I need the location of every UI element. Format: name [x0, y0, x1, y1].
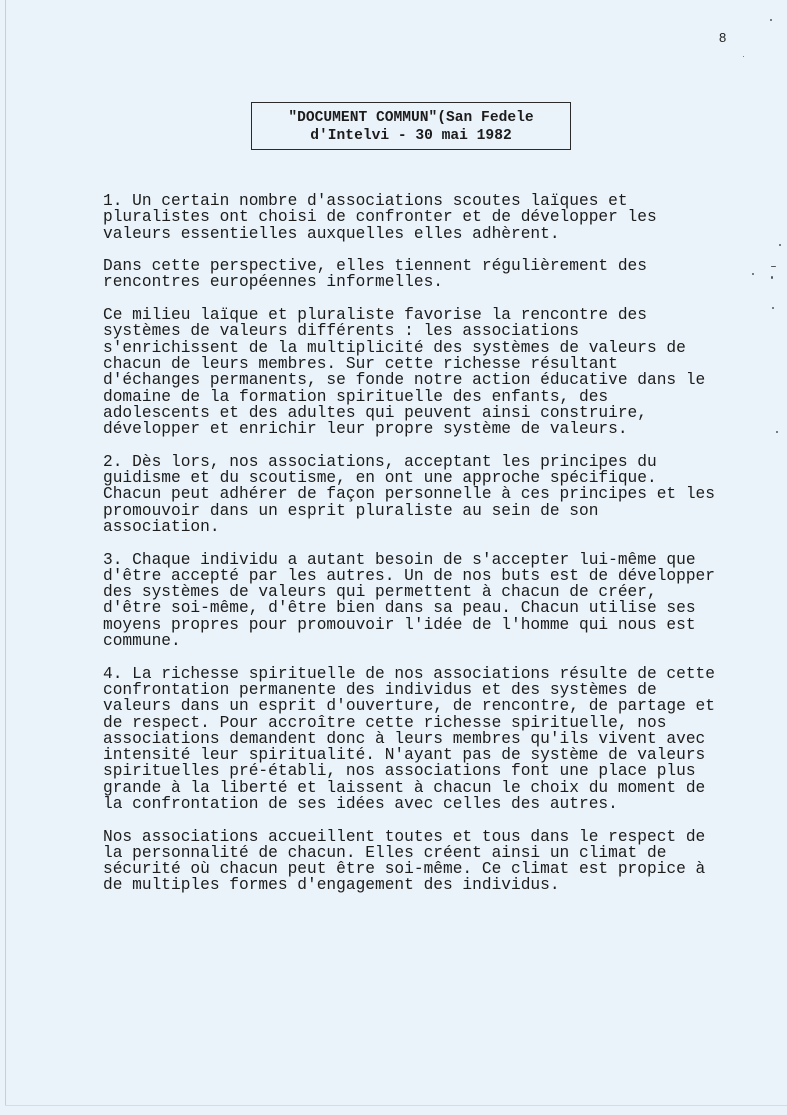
text-line: Chacun peut adhérer de façon personnelle à ces principes et les: [103, 485, 715, 504]
scan-speck: [743, 56, 744, 57]
text-line: valeurs essentielles auxquelles elles adhèrent.: [103, 224, 560, 243]
text-line: développer et enrichir leur propre système de valeurs.: [103, 420, 628, 439]
paragraph-7: [103, 829, 743, 894]
text-line: 2. Dès lors, nos associations, acceptant les principes du: [103, 452, 657, 471]
text-line: Dans cette perspective, elles tiennent régulièrement des: [103, 257, 647, 276]
paragraph-6: [103, 666, 743, 813]
page-left-edge: [5, 0, 6, 1105]
text-line: d'être accepté par les autres. Un de nos buts est de développer: [103, 566, 715, 585]
title-line-1: "DOCUMENT COMMUN"(San Fedele: [288, 110, 534, 126]
text-line: sécurité où chacun peut être soi-même. Ce climat est propice à: [103, 860, 706, 879]
title-line-2: d'Intelvi - 30 mai 1982: [310, 128, 512, 144]
text-line: rencontres européennes informelles.: [103, 273, 443, 292]
paragraph-5: [103, 552, 743, 650]
text-line: 3. Chaque individu a autant besoin de s'accepter lui-même que: [103, 550, 696, 569]
text-line: systèmes de valeurs différents : les associations: [103, 322, 579, 341]
scan-speck: [752, 273, 754, 275]
text-line: commune.: [103, 632, 181, 651]
text-line: 1. Un certain nombre d'associations scoutes laïques et: [103, 192, 628, 210]
text-line: d'échanges permanents, se fonde notre action éducative dans le: [103, 371, 706, 390]
text-line: s'enrichissent de la multiplicité des systèmes de valeurs de: [103, 338, 686, 357]
text-line: spirituelles pré-établi, nos associations font une place plus: [103, 762, 696, 781]
text-line: 4. La richesse spirituelle de nos associations résulte de cette: [103, 664, 715, 683]
text-line: guidisme et du scoutisme, en ont une approche spécifique.: [103, 469, 657, 488]
text-line: la personnalité de chacun. Elles créent ainsi un climat de: [103, 843, 667, 862]
text-line: la confrontation de ses idées avec celles des autres.: [103, 794, 618, 813]
scan-speck: [776, 431, 778, 433]
text-line: grande à la liberté et laissent à chacun le choix du moment de: [103, 778, 706, 797]
text-line: chacun de leurs membres. Sur cette richesse résultant: [103, 354, 618, 373]
document-title-box: [251, 102, 571, 150]
paragraph-2: [103, 258, 743, 291]
text-line: associations demandent donc à leurs membres qu'ils vivent avec: [103, 729, 706, 748]
document-body: [103, 193, 743, 910]
page-number: 8: [719, 30, 727, 45]
text-line: valeurs dans un esprit d'ouverture, de rencontre, de partage et: [103, 697, 715, 716]
text-line: promouvoir dans un esprit pluraliste au sein de son: [103, 501, 599, 520]
scan-speck: [771, 276, 773, 279]
text-line: association.: [103, 517, 220, 536]
text-line: Nos associations accueillent toutes et tous dans le respect de: [103, 827, 706, 846]
text-line: Ce milieu laïque et pluraliste favorise la rencontre des: [103, 306, 647, 325]
text-line: d'être soi-même, d'être bien dans sa peau. Chacun utilise ses: [103, 599, 696, 618]
text-line: domaine de la formation spirituelle des enfants, des: [103, 387, 609, 406]
scan-speck: [779, 244, 781, 246]
text-line: pluralistes ont choisi de confronter et de développer les: [103, 208, 657, 227]
text-line: intensité leur spiritualité. N'ayant pas de système de valeurs: [103, 746, 706, 765]
scan-speck: [771, 266, 776, 267]
page-bottom-edge: [5, 1105, 787, 1106]
text-line: moyens propres pour promouvoir l'idée de l'homme qui nous est: [103, 615, 696, 634]
scan-speck: [772, 307, 774, 309]
paragraph-3: [103, 307, 743, 437]
paragraph-1: [103, 193, 743, 242]
text-line: des systèmes de valeurs qui permettent à chacun de créer,: [103, 583, 657, 602]
paragraph-4: [103, 454, 743, 535]
text-line: de multiples formes d'engagement des individus.: [103, 876, 560, 895]
scan-speck: [770, 19, 772, 21]
text-line: adolescents et des adultes qui peuvent ainsi construire,: [103, 403, 647, 422]
text-line: de respect. Pour accroître cette richesse spirituelle, nos: [103, 713, 667, 732]
text-line: confrontation permanente des individus et des systèmes de: [103, 680, 657, 699]
